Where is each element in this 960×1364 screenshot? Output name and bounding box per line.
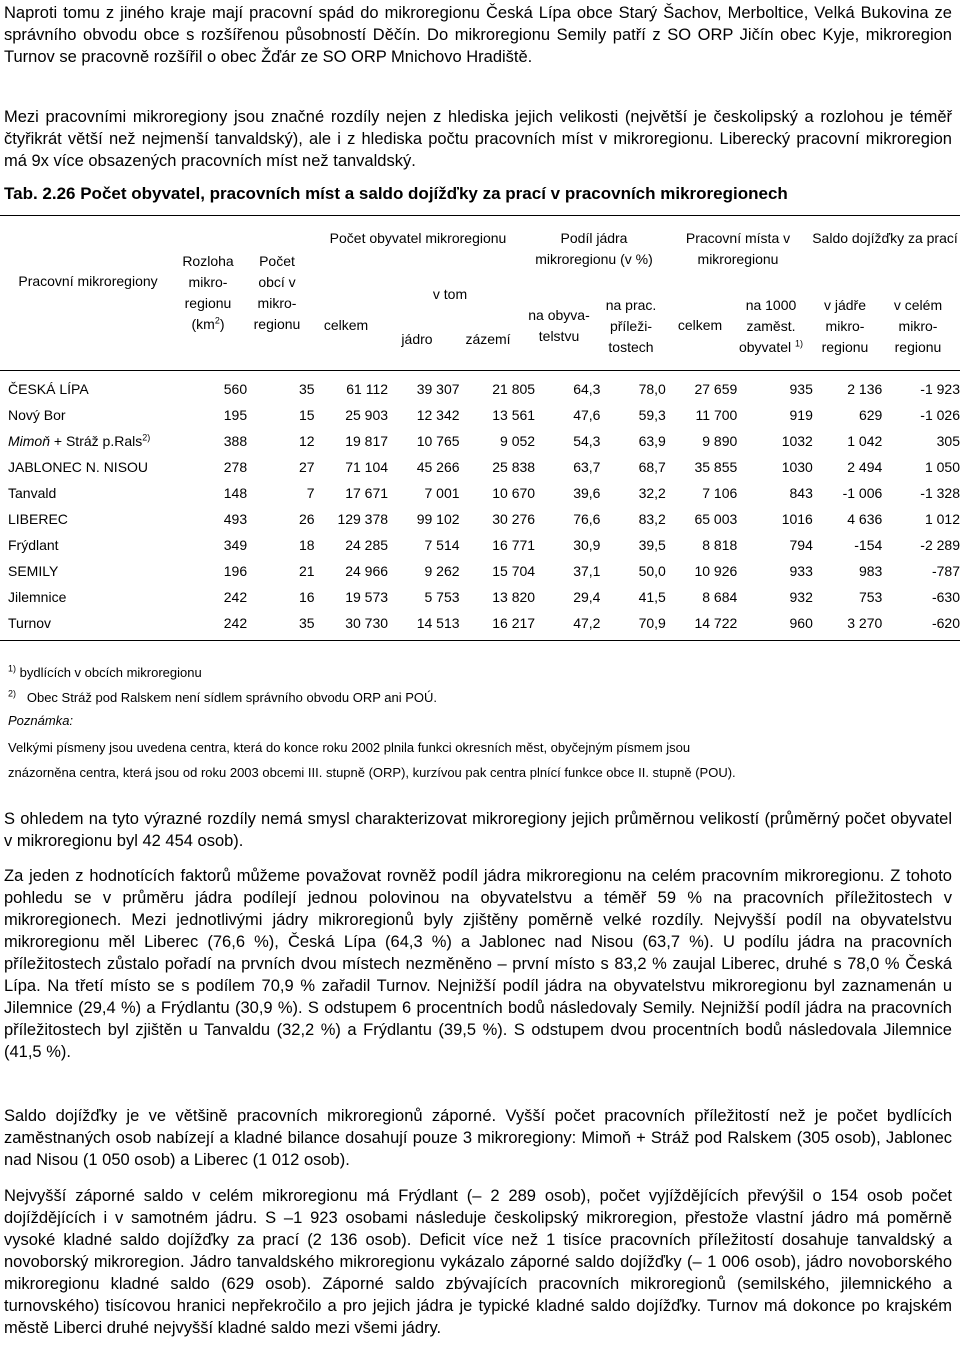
cell-commute-balance-core: 983 bbox=[858, 563, 883, 579]
cell-commute-balance-total: 1 012 bbox=[924, 511, 960, 527]
cell-population-total: 19 573 bbox=[345, 589, 389, 605]
cell-commute-balance-total: -787 bbox=[931, 563, 960, 579]
cell-core-share-jobs: 39,5 bbox=[638, 537, 666, 553]
table-bottom-rule bbox=[0, 640, 960, 641]
cell-commute-balance-core: -1 006 bbox=[842, 485, 883, 501]
cell-hinterland: 9 052 bbox=[500, 433, 536, 449]
cell-core: 12 342 bbox=[416, 407, 460, 423]
note-label: Poznámka: bbox=[8, 713, 74, 728]
footnote-2: $^{2)}$ Obec Stráž pod Ralskem není sídlem správního obvodu ORP ani POÚ. bbox=[8, 688, 438, 705]
cell-core-share-population: 64,3 bbox=[573, 381, 601, 397]
cell-hinterland: 15 704 bbox=[492, 563, 536, 579]
header-share-jobs: na prac. příleži-tostech bbox=[605, 297, 657, 355]
cell-hinterland: 13 561 bbox=[492, 407, 536, 423]
header-hinterland: zázemí bbox=[465, 331, 511, 347]
cell-region-name: Mimoň + Stráž p.Rals$^{2)}$ bbox=[8, 432, 151, 449]
table-header-rule bbox=[0, 370, 960, 371]
cell-area: 278 bbox=[223, 459, 248, 475]
cell-jobs-total: 7 106 bbox=[702, 485, 738, 501]
cell-jobs-per-1000: 960 bbox=[789, 615, 813, 631]
cell-municipalities: 35 bbox=[298, 381, 315, 397]
paragraph-core-share: Za jeden z hodnotících faktorů můžeme považovat rovněž podíl jádra mikroregionu na celém pracovním mikroregionu. Z tohoto pohledu se v průměru jádra podílejí jednou polovinou na obyvatelstvu a téměř 59 % na pracovních příležitostech v mikroregionech. Mezi jednotlivými jádry mikroregionů byly zjištěny poměrně velké rozdíly. Nejvyšší podíl na obyvatelstvu mikroregionu měl Liberec (76,6 %), Česká Lípa (64,3 %) a Jablonec nad Nisou (63,7 %). U podílu jádra na pracovních příležitostech zůstalo pořadí na prvních dvou místech nezměněno – první místo s 83,2 % zaujal Liberec, druhé s 78,0 % Česká Lípa. Na třetí místo se s podílem 70,9 % zařadil Turnov. Nejnižší podíl jádra na obyvatelstvu mikroregionu byl zaznamenán u Jilemnice (29,4 %) a Frýdlantu (30,9 %). S odstupem 6 procentních bodů následovaly Semily. Nejnižší podíl jádra na pracovních příležitostech byl zjištěn u Tanvaldu (32,2 %) a Frýdlantu (39,5 %). S odstupem dvou procentních bodů následovala Jilemnice (41,5 %). bbox=[4, 867, 952, 1061]
cell-hinterland: 21 805 bbox=[492, 381, 536, 397]
header-share-pop: na obyva-telstvu bbox=[528, 307, 590, 344]
cell-area: 242 bbox=[223, 589, 248, 605]
cell-core-share-population: 37,1 bbox=[573, 563, 601, 579]
cell-population-total: 129 378 bbox=[337, 511, 389, 527]
cell-commute-balance-core: 2 494 bbox=[847, 459, 883, 475]
cell-municipalities: 16 bbox=[298, 589, 315, 605]
cell-area: 493 bbox=[223, 511, 248, 527]
cell-region-name: Jilemnice bbox=[8, 589, 67, 605]
cell-jobs-total: 9 890 bbox=[702, 433, 738, 449]
cell-core-share-jobs: 78,0 bbox=[638, 381, 666, 397]
cell-hinterland: 30 276 bbox=[492, 511, 536, 527]
paragraph-commute-balance: Saldo dojížďky je ve většině pracovních mikroregionů záporné. Vyšší počet pracovních příležitostí než je počet bydlících zaměstnaných osob nabízejí a kladné bilance dosahují pouze 3 mikroregiony: Mimoň + Stráž pod Ralskem (305 osob), Jablonec nad Nisou (1 050 osob) a Liberec (1 012 osob). bbox=[4, 1107, 952, 1169]
cell-core-share-jobs: 50,0 bbox=[638, 563, 666, 579]
cell-municipalities: 21 bbox=[298, 563, 315, 579]
cell-region-name: LIBEREC bbox=[8, 511, 68, 527]
paragraph-average-size: S ohledem na tyto výrazné rozdíly nemá smysl charakterizovat mikroregiony jejich průměrnou velikostí (průměrný počet obyvatel v mikroregionu byl 42 454 osob). bbox=[4, 810, 952, 850]
header-commute-group: Saldo dojížďky za prací bbox=[812, 230, 958, 246]
cell-jobs-per-1000: 794 bbox=[789, 537, 813, 553]
header-area-label: Rozloha mikro-regionu bbox=[182, 253, 234, 311]
header-commute-core: v jádře mikro-regionu bbox=[821, 297, 869, 355]
cell-core-share-population: 47,2 bbox=[573, 615, 601, 631]
table-row bbox=[0, 532, 960, 558]
cell-commute-balance-total: 305 bbox=[936, 433, 960, 449]
cell-municipalities: 15 bbox=[298, 407, 315, 423]
cell-core-share-jobs: 83,2 bbox=[638, 511, 666, 527]
note-line-2: znázorněna centra, která jsou od roku 2003 obcemi III. stupně (ORP), kurzívou pak centra plnící funkce obce II. stupně (POU). bbox=[8, 765, 736, 780]
cell-region-name: JABLONEC N. NISOU bbox=[8, 459, 149, 475]
footnote-1: $^{1)}$ bydlících v obcích mikroregionu bbox=[8, 663, 202, 680]
cell-commute-balance-core: 2 136 bbox=[847, 381, 883, 397]
cell-commute-balance-core: -154 bbox=[854, 537, 883, 553]
cell-core-share-population: 76,6 bbox=[573, 511, 601, 527]
cell-commute-balance-core: 629 bbox=[858, 407, 883, 423]
header-area bbox=[172, 251, 244, 335]
cell-jobs-total: 27 659 bbox=[694, 381, 738, 397]
cell-area: 388 bbox=[223, 433, 248, 449]
table-row bbox=[0, 376, 960, 402]
table-row bbox=[0, 454, 960, 480]
cell-commute-balance-core: 4 636 bbox=[847, 511, 883, 527]
cell-jobs-per-1000: 935 bbox=[789, 381, 813, 397]
cell-core-share-jobs: 41,5 bbox=[638, 589, 666, 605]
cell-area: 560 bbox=[223, 381, 248, 397]
cell-commute-balance-total: -1 923 bbox=[920, 381, 960, 397]
cell-jobs-total: 11 700 bbox=[695, 407, 738, 423]
cell-core-share-population: 63,7 bbox=[573, 459, 601, 475]
cell-region-name: ČESKÁ LÍPA bbox=[8, 381, 89, 397]
cell-core: 9 262 bbox=[424, 563, 460, 579]
header-jobs-per: na 1000 zaměst. obyvatel $^{1)}$ bbox=[738, 297, 804, 355]
cell-population-total: 30 730 bbox=[345, 615, 389, 631]
cell-region-name: SEMILY bbox=[8, 563, 59, 579]
table-row bbox=[0, 558, 960, 584]
cell-jobs-per-1000: 933 bbox=[789, 563, 813, 579]
cell-hinterland: 10 670 bbox=[492, 485, 536, 501]
header-jobs-total: celkem bbox=[677, 317, 723, 333]
table-row bbox=[0, 610, 960, 636]
cell-core-share-population: 39,6 bbox=[573, 485, 601, 501]
header-area-unit: $(km^2)$ bbox=[191, 315, 225, 332]
cell-population-total: 61 112 bbox=[346, 381, 389, 397]
cell-commute-balance-core: 753 bbox=[858, 589, 883, 605]
table-row bbox=[0, 402, 960, 428]
cell-jobs-per-1000: 919 bbox=[789, 407, 813, 423]
cell-commute-balance-total: -630 bbox=[931, 589, 960, 605]
cell-jobs-per-1000: 1032 bbox=[781, 433, 813, 449]
cell-jobs-per-1000: 1016 bbox=[781, 511, 813, 527]
cell-jobs-total: 8 684 bbox=[702, 589, 738, 605]
cell-hinterland: 16 217 bbox=[492, 615, 536, 631]
paragraph-intro: Naproti tomu z jiného kraje mají pracovní spád do mikroregionu Česká Lípa obce Starý Šachov, Merboltice, Velká Bukovina ze správního obvodu obce s rozšířenou působností Děčín. Do mikroregionu Semily patří z SO ORP Jičín obec Kyje, mikroregion Turnov se pracovně rozšířil o obec Žďár ze SO ORP Mnichovo Hradiště. bbox=[4, 4, 952, 66]
data-table bbox=[0, 376, 960, 636]
cell-core-share-population: 30,9 bbox=[573, 537, 601, 553]
header-core: jádro bbox=[401, 331, 433, 347]
cell-region-name: Turnov bbox=[8, 615, 52, 631]
cell-area: 242 bbox=[223, 615, 248, 631]
cell-core-share-jobs: 32,2 bbox=[638, 485, 666, 501]
cell-commute-balance-core: 1 042 bbox=[847, 433, 883, 449]
cell-jobs-per-1000: 1030 bbox=[781, 459, 813, 475]
cell-commute-balance-total: -1 026 bbox=[920, 407, 960, 423]
cell-jobs-total: 14 722 bbox=[694, 615, 738, 631]
header-population-group: Počet obyvatel mikroregionu bbox=[329, 230, 507, 246]
cell-hinterland: 13 820 bbox=[492, 589, 536, 605]
cell-population-total: 19 817 bbox=[345, 433, 389, 449]
cell-core: 45 266 bbox=[416, 459, 460, 475]
cell-jobs-total: 8 818 bbox=[702, 537, 738, 553]
header-region: Pracovní mikroregiony bbox=[18, 273, 158, 289]
cell-population-total: 71 104 bbox=[345, 459, 389, 475]
cell-municipalities: 18 bbox=[298, 537, 315, 553]
note-line-1: Velkými písmeny jsou uvedena centra, která do konce roku 2002 plnila funkci okresních měst, obyčejným písmem jsou bbox=[8, 740, 691, 755]
cell-population-total: 24 285 bbox=[345, 537, 389, 553]
cell-jobs-total: 65 003 bbox=[694, 511, 738, 527]
cell-core-share-jobs: 63,9 bbox=[638, 433, 666, 449]
header-of-which: v tom bbox=[432, 286, 468, 302]
header-core-share-group: Podíl jádra mikroregionu (v %) bbox=[535, 230, 653, 267]
cell-municipalities: 12 bbox=[298, 433, 315, 449]
cell-core: 10 765 bbox=[416, 433, 460, 449]
cell-core: 7 001 bbox=[424, 485, 460, 501]
paragraph-negative-balance: Nejvyšší záporné saldo v celém mikroregionu má Frýdlant (– 2 289 osob), počet vyjíždějících převýšil o 154 osob počet dojíždějících i v samotném jádru. S –1 923 osobami následuje českolipský mikroregion, přestože vlastní jádro má poměrně vysoké kladné saldo dojížďky za prací (2 136 osob). Deficit více než 1 tisíce pracovních příležitostí dosahuje tanvaldský a novoborský mikroregion. Jádro tanvaldského mikroregionu vykázalo záporné saldo dojížďky (– 1 006 osob), jádro novoborského mikroregionu kladné saldo (629 osob). Záporné saldo zbývajících pracovních mikroregionů (semilského, jilemnického a turnovského) tisícovou hranici nepřekročilo a pro jejich jádra je typické kladné saldo dojížďky. Turnov má dokonce po krajském městě Liberci druhé nejvyšší kladné saldo mezi všemi jádry. bbox=[4, 1187, 952, 1337]
table-row bbox=[0, 480, 960, 506]
cell-area: 349 bbox=[223, 537, 248, 553]
cell-population-total: 24 966 bbox=[345, 563, 389, 579]
cell-core: 99 102 bbox=[416, 511, 460, 527]
cell-core-share-jobs: 70,9 bbox=[638, 615, 666, 631]
cell-jobs-total: 10 926 bbox=[694, 563, 738, 579]
cell-core-share-population: 29,4 bbox=[573, 589, 601, 605]
cell-commute-balance-total: -1 328 bbox=[920, 485, 960, 501]
cell-core-share-jobs: 68,7 bbox=[638, 459, 666, 475]
cell-region-name: Frýdlant bbox=[8, 537, 59, 553]
table-title: Tab. 2.26 Počet obyvatel, pracovních míst a saldo dojížďky za prací v pracovních mikroregionech bbox=[4, 184, 788, 203]
cell-core: 14 513 bbox=[416, 615, 460, 631]
cell-commute-balance-core: 3 270 bbox=[847, 615, 883, 631]
cell-hinterland: 25 838 bbox=[492, 459, 536, 475]
cell-core-share-jobs: 59,3 bbox=[638, 407, 666, 423]
cell-municipalities: 7 bbox=[306, 485, 315, 501]
paragraph-differences: Mezi pracovními mikroregiony jsou značné rozdíly nejen z hlediska jejich velikosti (největší je českolipský a rozlohou je téměř čtyřikrát větší než nejmenší tanvaldský), ale i z hlediska počtu pracovních míst v mikroregionu. Liberecký pracovní mikroregion má 9x více obsazených pracovních míst než tanvaldský. bbox=[4, 108, 952, 170]
header-jobs-group: Pracovní místa v mikroregionu bbox=[685, 230, 791, 267]
cell-core: 5 753 bbox=[424, 589, 460, 605]
cell-core-share-population: 54,3 bbox=[573, 433, 601, 449]
cell-core: 39 307 bbox=[416, 381, 460, 397]
cell-jobs-per-1000: 843 bbox=[789, 485, 813, 501]
cell-jobs-total: 35 855 bbox=[694, 459, 738, 475]
cell-core: 7 514 bbox=[424, 537, 460, 553]
cell-area: 148 bbox=[223, 485, 248, 501]
table-row bbox=[0, 428, 960, 454]
cell-core-share-population: 47,6 bbox=[573, 407, 601, 423]
cell-hinterland: 16 771 bbox=[492, 537, 536, 553]
cell-municipalities: 26 bbox=[298, 511, 315, 527]
header-municipalities: Počet obcí v mikro-regionu bbox=[253, 253, 301, 332]
cell-commute-balance-total: 1 050 bbox=[924, 459, 960, 475]
table-row bbox=[0, 584, 960, 610]
cell-population-total: 25 903 bbox=[345, 407, 389, 423]
cell-municipalities: 35 bbox=[298, 615, 315, 631]
cell-region-name: Nový Bor bbox=[8, 407, 66, 423]
cell-population-total: 17 671 bbox=[345, 485, 389, 501]
table-body bbox=[0, 376, 960, 636]
cell-area: 196 bbox=[223, 563, 248, 579]
table-row bbox=[0, 506, 960, 532]
table-top-rule bbox=[0, 215, 960, 216]
header-commute-total: v celém mikro-regionu bbox=[893, 297, 943, 355]
cell-commute-balance-total: -620 bbox=[931, 615, 960, 631]
cell-region-name: Tanvald bbox=[8, 485, 57, 501]
header-pop-total: celkem bbox=[323, 317, 369, 333]
cell-jobs-per-1000: 932 bbox=[789, 589, 813, 605]
cell-area: 195 bbox=[223, 407, 248, 423]
cell-municipalities: 27 bbox=[298, 459, 315, 475]
cell-commute-balance-total: -2 289 bbox=[920, 537, 960, 553]
